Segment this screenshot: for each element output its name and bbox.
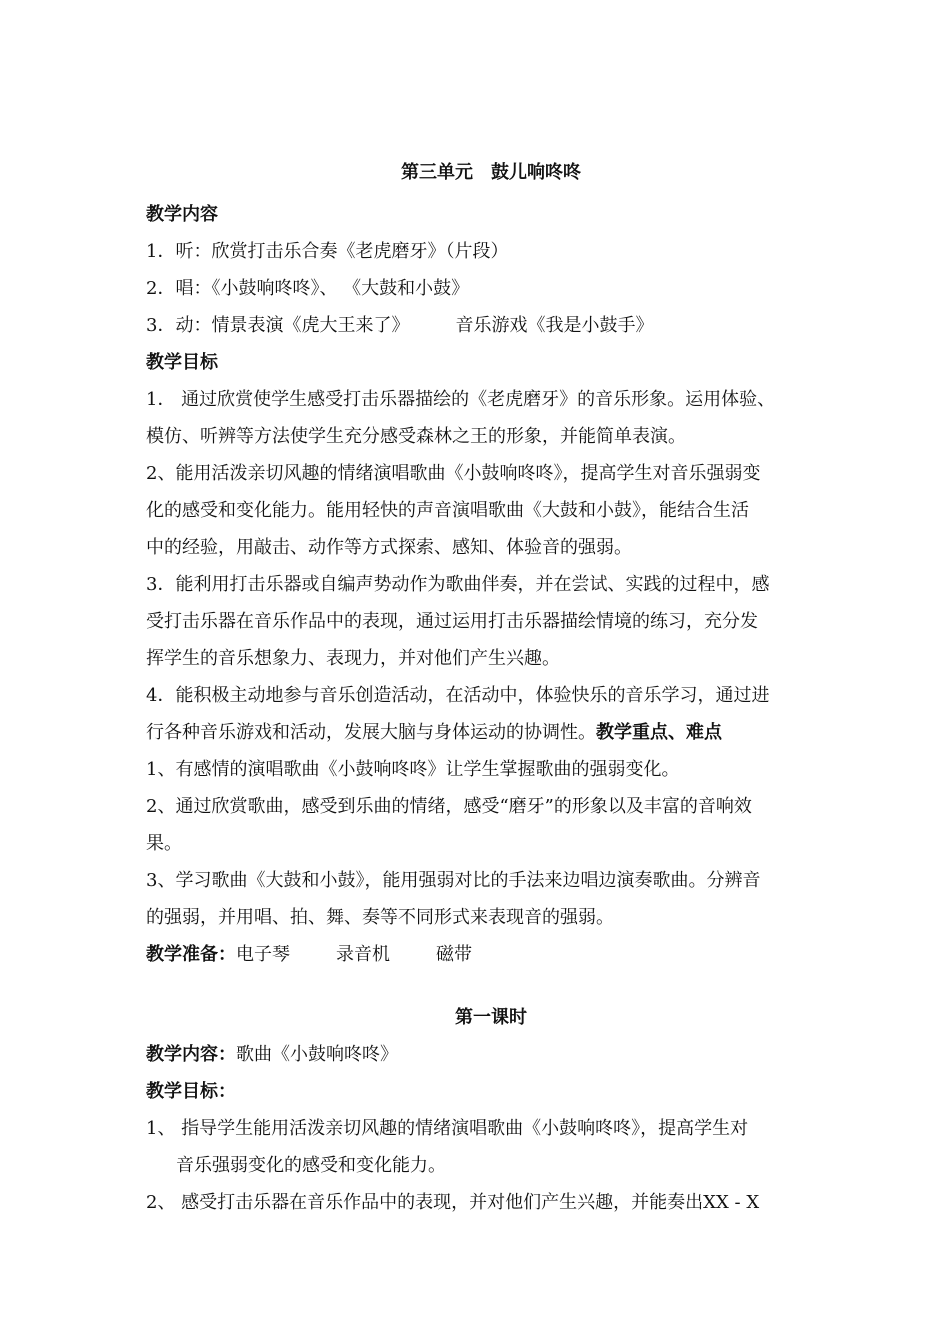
lesson-title: 第一课时: [455, 1007, 527, 1028]
content-item-3a: 3．动：情景表演《虎大王来了》: [146, 315, 410, 336]
prep-item-recorder: 录音机: [336, 944, 390, 965]
unit-name: 鼓儿响咚咚: [491, 162, 581, 183]
goal-line-2: 模仿、听辨等方法使学生充分感受森林之王的形象，并能简单表演。: [146, 426, 686, 447]
goal-line-10-text: 行各种音乐游戏和活动，发展大脑与身体运动的协调性。: [146, 722, 596, 743]
goal-line-9: 4．能积极主动地参与音乐创造活动，在活动中，体验快乐的音乐学习，通过进: [146, 685, 770, 706]
lesson-content-line: [146, 1036, 836, 1073]
goal-line-5: 中的经验，用敲击、动作等方式探索、感知、体验音的强弱。: [146, 537, 632, 558]
goal-line-4: 化的感受和变化能力。能用轻快的声音演唱歌曲《大鼓和小鼓》，能结合生活: [146, 500, 749, 521]
key-point-line-4: 3、学习歌曲《大鼓和小鼓》，能用强弱对比的手法来边唱边演奏歌曲。分辨音: [146, 870, 761, 891]
lesson-content-heading: 教学内容：: [146, 1044, 236, 1065]
prep-item-tape: 磁带: [436, 944, 472, 965]
goal-line-3: 2、能用活泼亲切风趣的情绪演唱歌曲《小鼓响咚咚》，提高学生对音乐强弱变: [146, 463, 761, 484]
preparation-heading: 教学准备：: [146, 944, 236, 965]
content-item-3b: 音乐游戏《我是小鼓手》: [455, 315, 654, 336]
content-item-3: [146, 307, 836, 344]
lesson-content-value: 歌曲《小鼓响咚咚》: [236, 1044, 398, 1065]
unit-title: [146, 150, 836, 196]
lesson-goal-line-2: 音乐强弱变化的感受和变化能力。: [176, 1155, 446, 1176]
goal-line-7: 受打击乐器在音乐作品中的表现，通过运用打击乐器描绘情境的练习，充分发: [146, 611, 758, 632]
key-point-line-2: 2、通过欣赏歌曲，感受到乐曲的情绪，感受“磨牙”的形象以及丰富的音响效: [146, 796, 752, 817]
key-points-heading: 教学重点、难点: [596, 722, 722, 743]
content-item-1: 1．听：欣赏打击乐合奏《老虎磨牙》（片段）: [146, 241, 509, 262]
lesson-goal-line-1: 1、 指导学生能用活泼亲切风趣的情绪演唱歌曲《小鼓响咚咚》，提高学生对: [146, 1118, 749, 1139]
key-point-line-1: 1、有感情的演唱歌曲《小鼓响咚咚》让学生掌握歌曲的强弱变化。: [146, 759, 680, 780]
lesson-goals-heading: 教学目标：: [146, 1081, 236, 1102]
key-point-line-3: 果。: [146, 833, 182, 854]
goal-line-10: [146, 714, 836, 751]
prep-item-keyboard: 电子琴: [236, 944, 290, 965]
key-point-line-5: 的强弱，并用唱、拍、舞、奏等不同形式来表现音的强弱。: [146, 907, 614, 928]
preparation-line: [146, 936, 836, 973]
unit-number: 第三单元: [401, 162, 473, 183]
document-page: [146, 150, 836, 1221]
goal-line-8: 挥学生的音乐想象力、表现力，并对他们产生兴趣。: [146, 648, 560, 669]
teaching-content-heading: 教学内容: [146, 204, 218, 225]
goal-line-6: 3．能利用打击乐器或自编声势动作为歌曲伴奏，并在尝试、实践的过程中，感: [146, 574, 770, 595]
teaching-goals-heading: 教学目标: [146, 352, 218, 373]
content-item-2: 2．唱：《小鼓响咚咚》、 《大鼓和小鼓》: [146, 278, 470, 299]
goal-line-1: 1． 通过欣赏使学生感受打击乐器描绘的《老虎磨牙》的音乐形象。运用体验、: [146, 389, 776, 410]
lesson-goal-line-3: 2、 感受打击乐器在音乐作品中的表现，并对他们产生兴趣，并能奏出XX - X: [146, 1192, 760, 1213]
